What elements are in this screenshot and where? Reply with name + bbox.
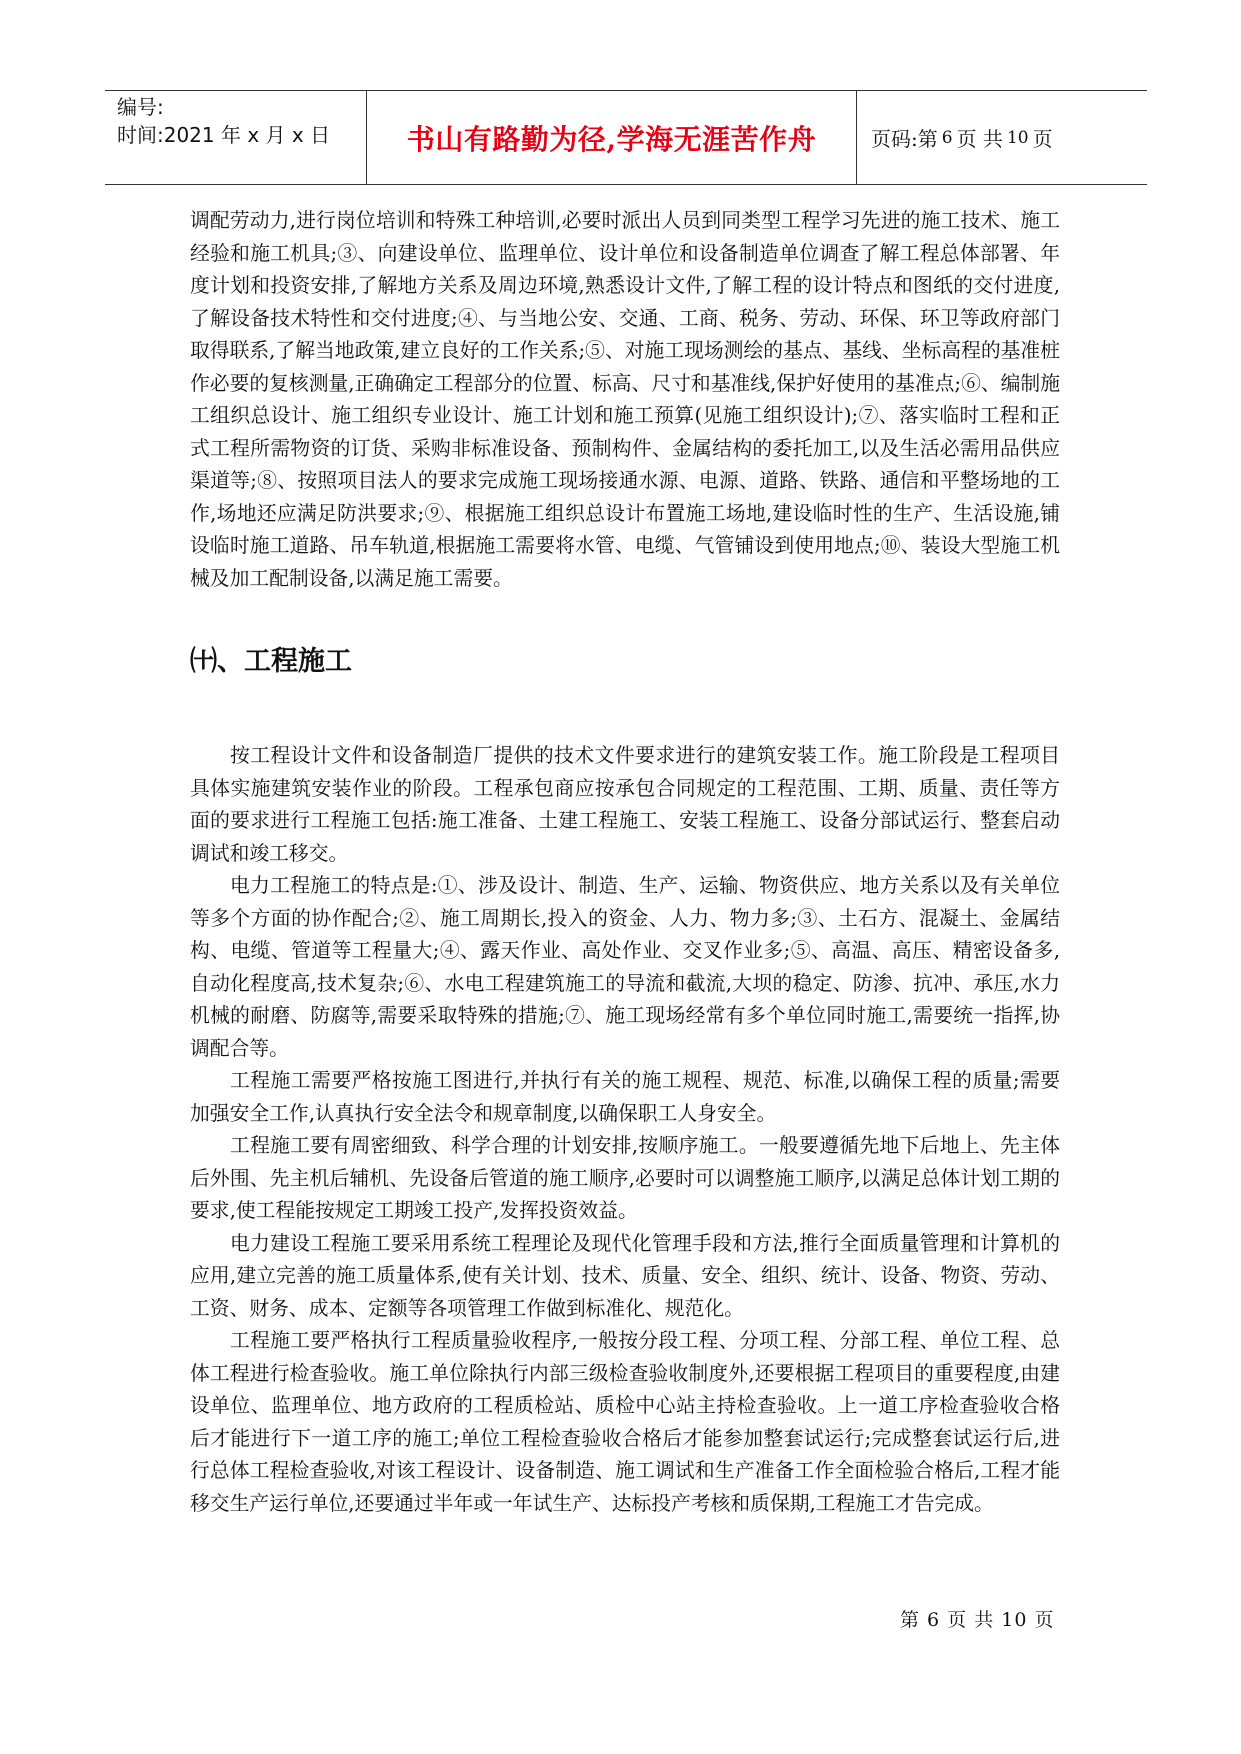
paragraph: 电力工程施工的特点是:①、涉及设计、制造、生产、运输、物资供应、地方关系以及有关单位等多个方面的协作配合;②、施工周期长,投入的资金、人力、物力多;③、土石方、混凝土、金属结构、电缆、管道等工程量大;④、露天作业、高处作业、交叉作业多;⑤、高温、高压、精密设备多,自动化程度高,技术复杂;⑥、水电工程建筑施工的导流和截流,大坝的稳定、防渗、抗冲、承压,水力机械的耐磨、防腐等,需要采取特殊的措施;⑦、施工现场经常有多个单位同时施工,需要统一指挥,协调配合等。 (190, 874, 1060, 1060)
page-total: 10 (1006, 127, 1029, 148)
intro-paragraph: 调配劳动力,进行岗位培训和特殊工种培训,必要时派出人员到同类型工程学习先进的施工技术、施工经验和施工机具;③、向建设单位、监理单位、设计单位和设备制造单位调查了解工程总体部署、年度计划和投资安排,了解地方关系及周边环境,熟悉设计文件,了解工程的设计特点和图纸的交付进度,了解设备技术特性和交付进度;④、与当地公安、交通、工商、税务、劳动、环保、环卫等政府部门取得联系,了解当地政策,建立良好的工作关系;⑤、对施工现场测绘的基点、基线、坐标高程的基准桩作必要的复核测量,正确确定工程部分的位置、标高、尺寸和基准线,保护好使用的基准点;⑥、编制施工组织总设计、施工组织专业设计、施工计划和施工预算(见施工组织设计);⑦、落实临时工程和正式工程所需物资的订货、采购非标准设备、预制构件、金属结构的委托加工,以及生活必需用品供应渠道等;⑧、按照项目法人的要求完成施工现场接通水源、电源、道路、铁路、通信和平整场地的工作,场地还应满足防洪要求;⑨、根据施工组织总设计布置施工场地,建设临时性的生产、生活设施,铺设临时施工道路、吊车轨道,根据施工需要将水管、电缆、气管铺设到使用地点;⑩、装设大型施工机械及加工配制设备,以满足施工需要。 (190, 209, 1060, 590)
document-body (190, 205, 1060, 1520)
page-middle: 页 共 (956, 127, 1003, 151)
paragraph: 按工程设计文件和设备制造厂提供的技术文件要求进行的建筑安装工作。施工阶段是工程项目具体实施建筑安装作业的阶段。工程承包商应按承包合同规定的工程范围、工期、质量、责任等方面的要求进行工程施工包括:施工准备、土建工程施工、安装工程施工、设备分部试运行、整套启动调试和竣工移交。 (190, 744, 1060, 865)
paragraph: 工程施工需要严格按施工图进行,并执行有关的施工规程、规范、标准,以确保工程的质量;需要加强安全工作,认真执行安全法令和规章制度,以确保职工人身安全。 (190, 1069, 1060, 1125)
paragraph: 电力建设工程施工要采用系统工程理论及现代化管理手段和方法,推行全面质量管理和计算机的应用,建立完善的施工质量体系,使有关计划、技术、质量、安全、组织、统计、设备、物资、劳动、工资、财务、成本、定额等各项管理工作做到标准化、规范化。 (190, 1231, 1060, 1320)
header-motto-cell (367, 91, 857, 184)
page-prefix: 页码:第 (871, 127, 938, 151)
paragraph: 工程施工要有周密细致、科学合理的计划安排,按顺序施工。一般要遵循先地下后地上、先主体后外围、先主机后辅机、先设备后管道的施工顺序,必要时可以调整施工顺序,以满足总体计划工期的要求,使工程能按规定工期竣工投产,发挥投资效益。 (190, 1134, 1060, 1222)
header-page-cell (857, 91, 1147, 184)
section-title: ㈩、工程施工 (190, 646, 352, 677)
paragraph: 工程施工要严格执行工程质量验收程序,一般按分段工程、分项工程、分部工程、单位工程、总体工程进行检查验收。施工单位除执行内部三级检查验收制度外,还要根据工程项目的重要程度,由建设单位、监理单位、地方政府的工程质检站、质检中心站主持检查验收。上一道工序检查验收合格后才能进行下一道工序的施工;单位工程检查验收合格后才能参加整套试运行;完成整套试运行后,进行总体工程检查验收,对该工程设计、设备制造、施工调试和生产准备工作全面检验合格后,工程才能移交生产运行单位,还要通过半年或一年试生产、达标投产考核和质保期,工程施工才告完成。 (190, 1329, 1060, 1515)
header-info-cell (105, 91, 367, 184)
time-label: 时间:2021 年 x 月 x 日 (117, 123, 331, 147)
page-footer: 第 6 页 共 10 页 (900, 1609, 1055, 1631)
header-motto: 书山有路勤为径,学海无涯苦作舟 (406, 122, 817, 156)
page-suffix: 页 (1032, 127, 1053, 151)
doc-number-label: 编号: (117, 95, 164, 119)
page-current: 6 (941, 127, 953, 148)
page-header (105, 90, 1147, 185)
